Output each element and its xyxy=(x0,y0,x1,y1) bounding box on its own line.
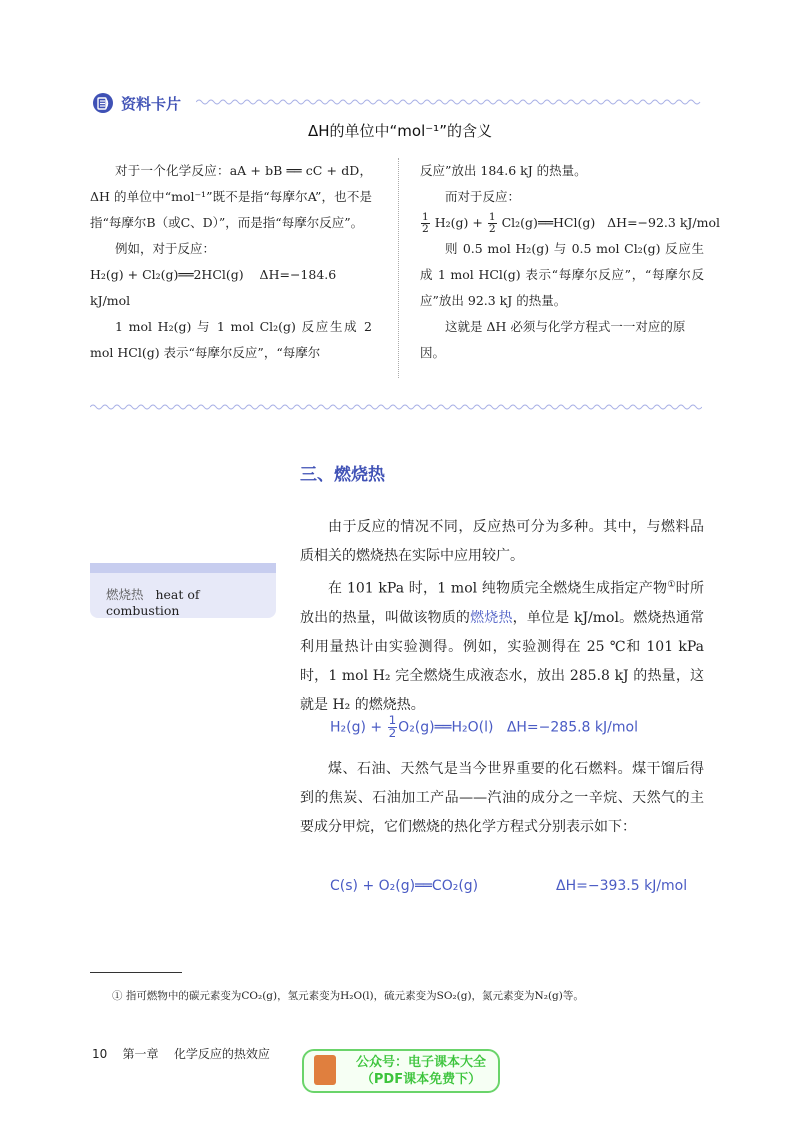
watermark-line-2: （PDF课本免费下） xyxy=(360,1072,482,1087)
fraction-half: $\frac{1}{2}$ xyxy=(488,210,496,235)
equation-2-cl2: Cl₂(g)══HCl(g) xyxy=(501,215,596,230)
footnote-marker[interactable]: ① xyxy=(667,580,676,590)
section-title: 三、燃烧热 xyxy=(300,465,385,485)
glossary-term-box xyxy=(90,563,276,618)
document-icon xyxy=(92,92,114,114)
wavy-divider-bottom xyxy=(90,403,702,411)
card-title: ΔH的单位中“mol⁻¹”的含义 xyxy=(308,122,492,140)
body-paragraph-1: 由于反应的情况不同，反应热可分为多种。其中，与燃料品质相关的燃烧热在实际中应用较广。 xyxy=(300,519,704,564)
wavy-divider-top xyxy=(196,98,702,106)
card-right-paragraph-2: 而对于反应： xyxy=(445,189,521,204)
equation-2-enthalpy: ΔH=−92.3 kJ/mol xyxy=(607,215,720,230)
term-box-bar xyxy=(90,563,276,573)
fraction-half: $\frac{1}{2}$ xyxy=(388,713,397,740)
card-label: 资料卡片 xyxy=(121,94,182,113)
fraction-half: $\frac{1}{2}$ xyxy=(422,210,429,235)
card-right-paragraph-3: 则 0.5 mol H₂(g) 与 0.5 mol Cl₂(g) 反应生成 1 mol HCl(g) 表示“每摩尔反应”，“每摩尔反应”放出 92.3 kJ 的热量。 xyxy=(420,241,704,308)
body-paragraph-3: 煤、石油、天然气是当今世界重要的化石燃料。煤干馏后得到的焦炭、石油加工产品——汽油的成分之一辛烷、天然气的主要成分甲烷，它们燃烧的热化学方程式分别表示如下： xyxy=(300,761,704,835)
page-footer xyxy=(92,1045,270,1062)
equation-1-enthalpy: ΔH=−184.6 kJ/mol xyxy=(90,267,337,308)
card-equation-2 xyxy=(420,210,720,236)
term-en: heat of combustion xyxy=(106,587,200,618)
card-left-paragraph-3: 1 mol H₂(g) 与 1 mol Cl₂(g) 反应生成 2 mol HCl(g) 表示“每摩尔反应”，“每摩尔 xyxy=(90,319,372,360)
equation-2-h2: H₂(g) + xyxy=(434,215,483,230)
card-equation-1 xyxy=(90,262,372,314)
chapter-label: 第一章 xyxy=(122,1047,159,1061)
info-card-header xyxy=(92,92,181,114)
card-right-paragraph-1: 反应”放出 184.6 kJ 的热量。 xyxy=(420,163,587,178)
term-cn: 燃烧热 xyxy=(106,587,144,602)
equation-hydrogen-combustion: H₂(g) + $\frac{1}{2}$ O₂(g)══H₂O(l) ΔH=−285.8 kJ/mol xyxy=(330,713,638,740)
equation-1-reaction: H₂(g) + Cl₂(g)══2HCl(g) xyxy=(90,267,244,282)
watermark-line-1: 公众号：电子课本大全 xyxy=(355,1055,486,1070)
footnote: ① 指可燃物中的碳元素变为CO₂(g)，氢元素变为H₂O(l)，硫元素变为SO₂(g)，氮元素变为N₂(g)等。 xyxy=(112,990,584,1002)
book-icon xyxy=(314,1055,336,1085)
column-separator xyxy=(398,158,399,378)
chapter-title: 化学反应的热效应 xyxy=(173,1047,270,1061)
key-term-heat-of-combustion: 燃烧热 xyxy=(470,609,513,626)
card-left-paragraph-1: 对于一个化学反应：aA + bB ══ cC + dD，ΔH 的单位中“mol⁻¹”既不是指“每摩尔A”，也不是指“每摩尔B（或C、D）”，而是指“每摩尔反应”。 xyxy=(90,163,372,230)
watermark-badge xyxy=(302,1049,500,1093)
card-left-column xyxy=(90,158,372,366)
equation-carbon-combustion: C(s) + O₂(g)══CO₂(g) xyxy=(330,878,479,894)
section-body xyxy=(300,513,704,720)
footnote-divider xyxy=(90,972,182,973)
card-left-paragraph-2: 例如，对于反应： xyxy=(115,241,216,256)
card-right-column xyxy=(420,158,720,366)
equation-carbon-enthalpy: ΔH=−393.5 kJ/mol xyxy=(556,878,688,894)
page-number: 10 xyxy=(92,1047,108,1061)
card-right-paragraph-4: 这就是 ΔH 必须与化学方程式一一对应的原因。 xyxy=(420,319,686,360)
body-paragraph-2: 在 101 kPa 时，1 mol 纯物质完全燃烧生成指定产物①时所放出的热量，叫做该物质的燃烧热，单位是 kJ/mol。燃烧热通常利用量热计由实验测得。例如，实验测得在 25 ℃和 101 kPa 时，1 mol H₂ 完全燃烧生成液态水，放出 285.8 kJ 的热量，这就是 H₂ 的燃烧热。 xyxy=(300,580,705,713)
